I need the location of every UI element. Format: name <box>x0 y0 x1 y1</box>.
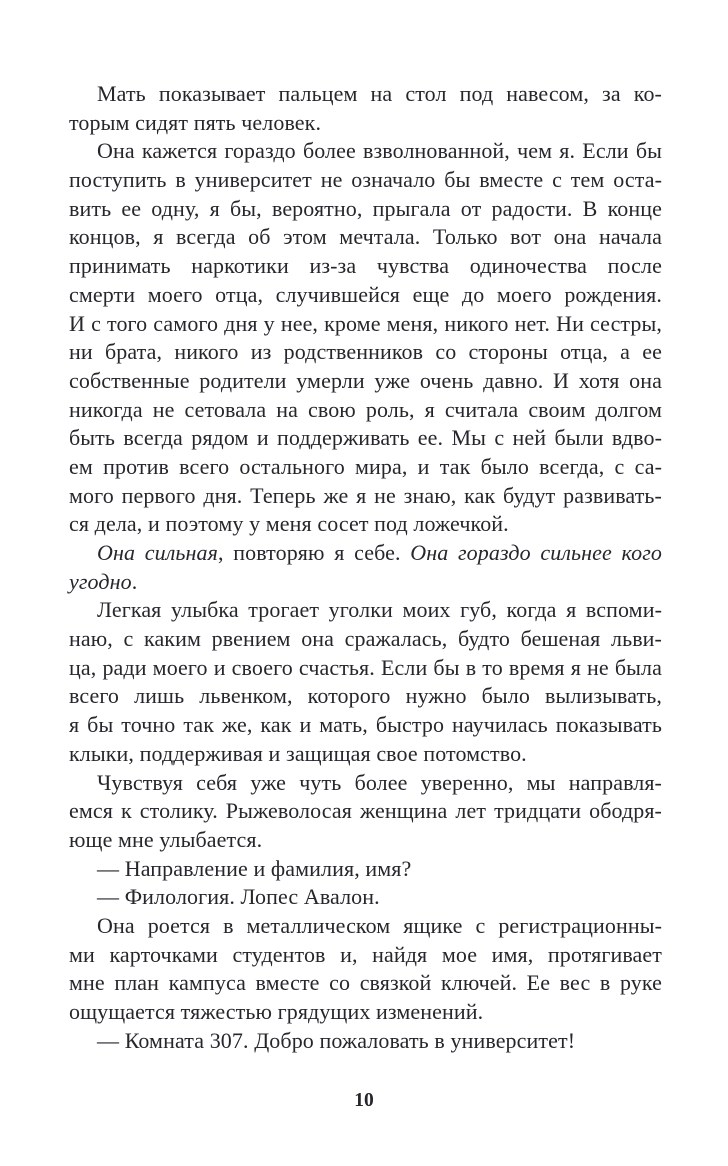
italic-text-segment: угодно <box>69 568 132 594</box>
text-line: собственные родители умерли уже очень давно. И хотя она <box>69 367 662 393</box>
text-line: Чувствуя себя уже чуть более уверенно, мы направля- <box>97 769 662 795</box>
text-line: клыки, поддерживая и защищая свое потомство. <box>69 740 527 766</box>
italic-text-segment: Она сильная <box>97 540 218 565</box>
text-line: — Направление и фамилия, имя? <box>97 855 412 881</box>
italic-text-segment: Она гораздо сильнее кого <box>410 540 662 565</box>
text-line: ми карточками студентов и, найдя мое имя, протягивает <box>69 941 662 967</box>
text-line: быть всегда рядом и поддерживать ее. Мы с ней были вдво- <box>69 425 662 451</box>
text-line: ем против всего остального мира, и так было всегда, с са- <box>69 453 662 479</box>
text-line: наю, с каким рвением она сражалась, будто бешеная льви- <box>69 626 662 652</box>
text-line: Мать показывает пальцем на стол под навесом, за ко- <box>97 81 662 106</box>
text-line: И с того самого дня у нее, кроме меня, никого нет. Ни сестры, <box>69 310 662 336</box>
text-line: принимать наркотики из-за чувства одиночества после <box>69 253 662 279</box>
text-line: вить ее одну, я бы, вероятно, прыгала от радости. В конце <box>69 195 662 221</box>
text-line: — Филология. Лопес Авалон. <box>97 884 380 910</box>
text-line: концов, я всегда об этом мечтала. Только вот она начала <box>69 224 662 250</box>
text-line: юще мне улыбается. <box>69 826 263 852</box>
text-line <box>69 539 662 568</box>
text-line: ни брата, никого из родственников со стороны отца, а ее <box>69 339 662 365</box>
text-line: емся к столику. Рыжеволосая женщина лет тридцати ободря- <box>69 798 662 824</box>
text-line: мого первого дня. Теперь же я не знаю, как будут развивать- <box>69 482 662 508</box>
text-line: никогда не сетовала на свою роль, я считала своим долгом <box>69 396 662 422</box>
text-line: всего лишь львенком, которого нужно было вылизывать, <box>69 683 662 709</box>
text-line: я бы точно так же, как и мать, быстро научилась показывать <box>69 712 662 738</box>
text-segment: , повторяю я себе. <box>217 540 411 565</box>
text-line: ца, ради моего и своего счастья. Если бы в то время я не была <box>69 654 662 680</box>
text-line: поступить в университет не означало бы вместе с тем оста- <box>69 167 662 193</box>
text-line: — Комната 307. Добро пожаловать в университет! <box>97 1027 576 1053</box>
text-line: ощущается тяжестью грядущих изменений. <box>69 999 484 1024</box>
text-line: мне план кампуса вместе со связкой ключей. Ее вес в руке <box>69 970 662 996</box>
text-segment: . <box>131 568 138 594</box>
text-line: Легкая улыбка трогает уголки моих губ, когда я вспоми- <box>97 597 662 623</box>
text-line: торым сидят пять человек. <box>69 109 322 135</box>
text-line: Она роется в металлическом ящике с регистрационны- <box>97 912 662 938</box>
page-number: 10 <box>354 1090 374 1111</box>
text-line <box>69 568 662 597</box>
text-line: ся дела, и поэтому у меня сосет под ложечкой. <box>69 511 509 537</box>
text-line: Она кажется гораздо более взволнованной, чем я. Если бы <box>97 138 662 164</box>
text-line: смерти моего отца, случившейся еще до моего рождения. <box>69 281 662 307</box>
text-block <box>69 80 662 1055</box>
